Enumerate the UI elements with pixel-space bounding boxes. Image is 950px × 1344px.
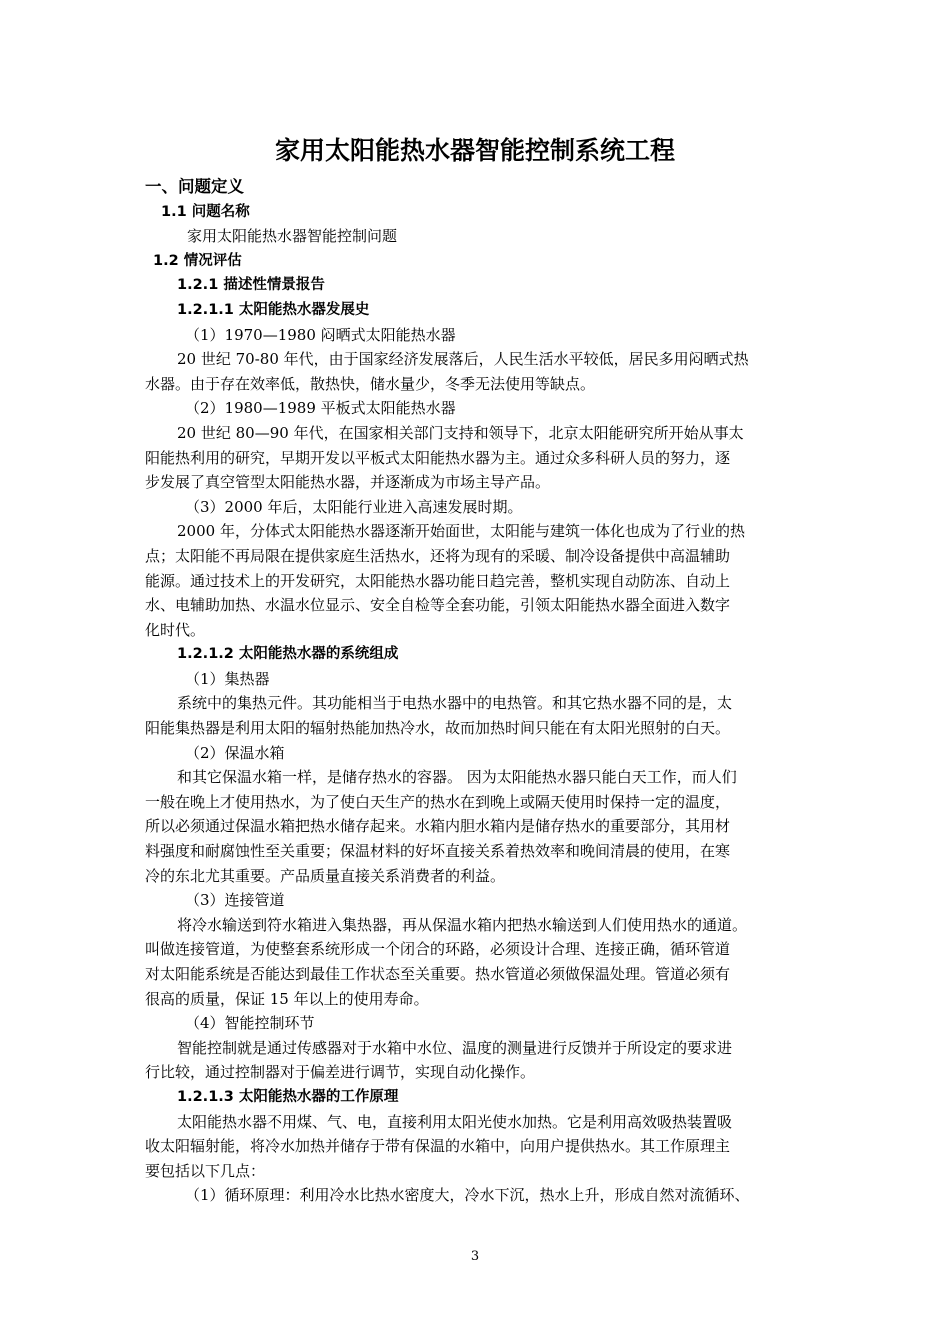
text-line: （1）集热器 [185,669,270,688]
text-line: 点；太阳能不再局限在提供家庭生活热水，还将为现有的采暖、制冷设备提供中高温辅助 [145,546,731,565]
section-heading: 1.2.1.3 太阳能热水器的工作原理 [177,1088,399,1105]
text-line: 阳能热利用的研究，早期开发以平板式太阳能热水器为主。通过众多科研人员的努力，逐 [145,448,731,467]
section-heading: 1.2.1 描述性情景报告 [177,277,325,294]
text-line: （4）智能控制环节 [185,1014,315,1033]
text-line: 和其它保温水箱一样，是储存热水的容器。 因为太阳能热水器只能白天工作，而人们 [177,768,737,787]
text-line: （3）连接管道 [185,891,285,910]
text-line: 化时代。 [145,620,206,639]
text-line: 叫做连接管道，为使整套系统形成一个闭合的环路，必须设计合理、连接正确，循环管道 [145,940,731,959]
text-line: 所以必须通过保温水箱把热水储存起来。水箱内胆水箱内是储存热水的重要部分，其用材 [145,817,731,836]
document-title: 家用太阳能热水器智能控制系统工程 [274,136,675,165]
text-line: 太阳能热水器不用煤、气、电，直接利用太阳光使水加热。它是利用高效吸热装置吸 [177,1112,733,1131]
text-line: （1）循环原理：利用冷水比热水密度大，冷水下沉，热水上升，形成自然对流循环、 [185,1186,750,1205]
text-line: 要包括以下几点： [145,1161,266,1180]
text-line: 20 世纪 80—90 年代，在国家相关部门支持和领导下，北京太阳能研究所开始从事太 [177,423,744,442]
text-line: （2）1980—1989 平板式太阳能热水器 [185,399,456,418]
section-heading: 1.2 情况评估 [153,252,242,269]
page-number: 3 [470,1249,480,1264]
section-heading: 1.2.1.1 太阳能热水器发展史 [177,301,370,318]
section-heading: 一、问题定义 [145,177,244,196]
text-line: 冷的东北尤其重要。产品质量直接关系消费者的利益。 [145,866,506,885]
text-line: 20 世纪 70-80 年代，由于国家经济发展落后，人民生活水平较低，居民多用闷晒式热 [177,350,749,369]
text-line: 家用太阳能热水器智能控制问题 [187,227,398,246]
text-line: 能源。通过技术上的开发研究，太阳能热水器功能日趋完善，整机实现自动防冻、自动上 [145,571,731,590]
section-heading: 1.2.1.2 太阳能热水器的系统组成 [177,646,399,663]
text-line: （1）1970—1980 闷晒式太阳能热水器 [185,325,456,344]
text-line: 步发展了真空管型太阳能热水器，并逐渐成为市场主导产品。 [145,473,551,492]
section-heading: 1.1 问题名称 [161,203,250,220]
document-body [145,175,825,1208]
text-line: （3）2000 年后，太阳能行业进入高速发展时期。 [185,497,523,516]
text-line: 系统中的集热元件。其功能相当于电热水器中的电热管。和其它热水器不同的是，太 [177,694,733,713]
text-line: 收太阳辐射能，将冷水加热并储存于带有保温的水箱中，向用户提供热水。其工作原理主 [145,1137,731,1156]
text-line: （2）保温水箱 [185,743,285,762]
text-line: 行比较，通过控制器对于偏差进行调节，实现自动化操作。 [145,1063,536,1082]
text-line: 2000 年，分体式太阳能热水器逐渐开始面世，太阳能与建筑一体化也成为了行业的热 [177,522,745,541]
text-line: 阳能集热器是利用太阳的辐射热能加热冷水，故而加热时间只能在有太阳光照射的白天。 [145,719,731,738]
text-line: 将冷水输送到符水箱进入集热器，再从保温水箱内把热水输送到人们使用热水的通道。 [177,915,748,934]
text-line: 水、电辅助加热、水温水位显示、安全自检等全套功能，引领太阳能热水器全面进入数字 [145,596,731,615]
text-line: 很高的质量，保证 15 年以上的使用寿命。 [145,989,429,1008]
text-line: 智能控制就是通过传感器对于水箱中水位、温度的测量进行反馈并于所设定的要求进 [177,1038,733,1057]
text-line: 对太阳能系统是否能达到最佳工作状态至关重要。热水管道必须做保温处理。管道必须有 [145,965,731,983]
text-line: 一般在晚上才使用热水，为了使白天生产的热水在到晚上或隔天使用时保持一定的温度， [145,792,731,811]
text-line: 水器。由于存在效率低，散热快，储水量少，冬季无法使用等缺点。 [145,374,596,393]
text-line: 料强度和耐腐蚀性至关重要；保温材料的好坏直接关系着热效率和晚间清晨的使用，在寒 [145,842,731,861]
